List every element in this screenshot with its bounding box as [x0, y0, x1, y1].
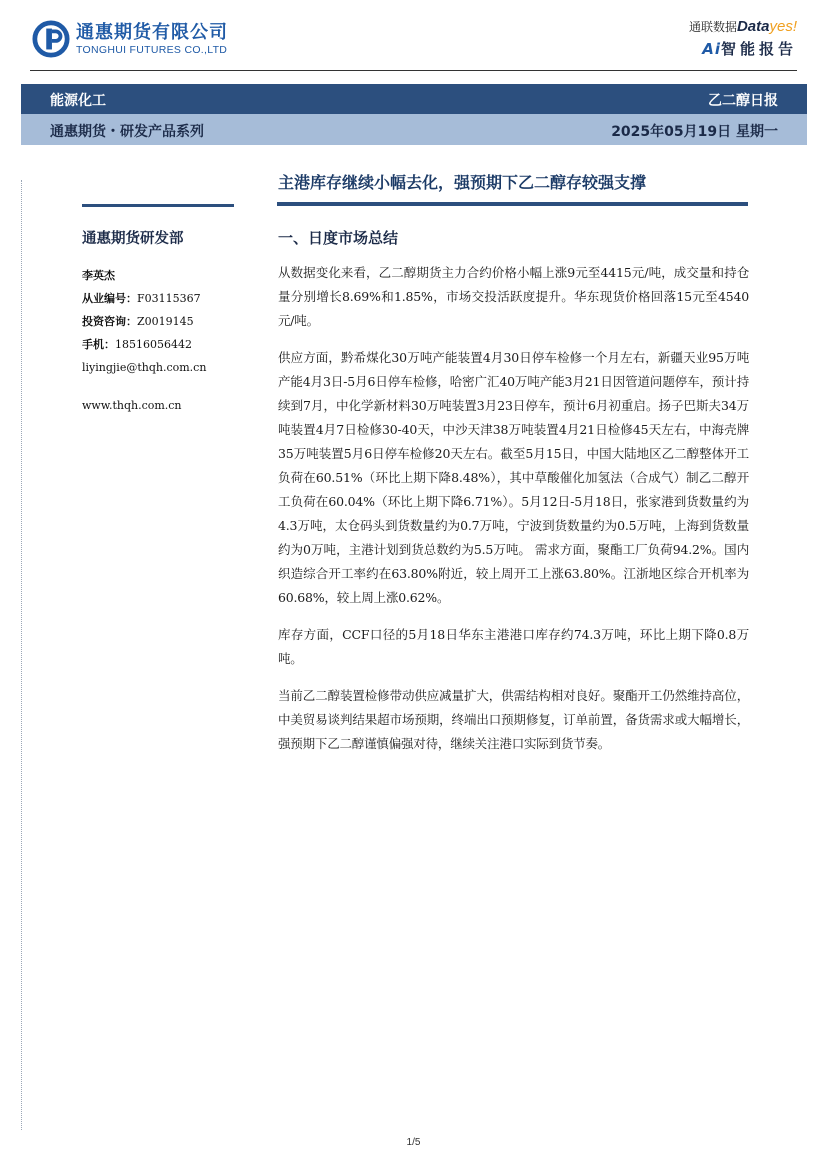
- series-label: 通惠期货・研发产品系列: [50, 124, 204, 140]
- author-info: [82, 264, 206, 417]
- author-email[interactable]: liyingjie@thqh.com.cn: [82, 361, 207, 374]
- company-name-en: TONGHUI FUTURES CO.,LTD: [76, 43, 228, 56]
- author-name: 李英杰: [82, 269, 115, 282]
- report-title: 主港库存继续小幅去化，强预期下乙二醇存较强支撑: [278, 173, 647, 192]
- company-name-cn: 通惠期货有限公司: [76, 21, 228, 43]
- brand-data: Data: [736, 18, 770, 35]
- category-band: [21, 84, 807, 114]
- paragraph-price-summary: 从数据变化来看，乙二醇期货主力合约价格小幅上涨9元至4415元/吨，成交量和持仓量分别增长8.69%和1.85%，市场交投活跃度提升。华东现货价格回落15元至4540元/吨。: [278, 265, 749, 328]
- license-label: 从业编号：: [82, 292, 137, 305]
- tonghui-logo-icon: [32, 20, 70, 58]
- paragraph-outlook: 当前乙二醇装置检修带动供应减量扩大，供需结构相对良好。聚酯开工仍然维持高位，中美贸易谈判结果超市场预期，终端出口预期修复，订单前置，备货需求或大幅增长，强预期下乙二醇谨慎偏强对待，继续关注港口实际到货节奏。: [278, 688, 749, 751]
- category-label: 能源化工: [50, 93, 106, 109]
- series-band: [21, 114, 807, 145]
- section-title: 一、日度市场总结: [278, 229, 399, 247]
- brand-prefix: 通联数据: [688, 20, 737, 34]
- report-date: 2025年05月19日 星期一: [611, 124, 778, 140]
- license-value: F03115367: [137, 292, 201, 305]
- page-number: 1/5: [406, 1137, 421, 1148]
- phone-label: 手机：: [82, 338, 115, 351]
- title-divider: [277, 202, 748, 206]
- phone-value: 18516056442: [115, 338, 192, 351]
- brand-ai: Ai: [702, 40, 721, 58]
- department-name: 通惠期货研发部: [82, 231, 184, 247]
- brand-yes: yes!: [769, 18, 797, 35]
- left-margin-dots: [21, 180, 22, 1130]
- paragraph-supply-demand: 供应方面，黔希煤化30万吨产能装置4月30日停车检修一个月左右，新疆天业95万吨产能4月3日-5月6日停车检修，哈密广汇40万吨产能3月21日因管道问题停车，预计持续到7月，中化学新材料30万吨装置3月23日停车，预计6月初重启。扬子巴斯夫34万吨装置4月7日检修30-40天，中沙天津38万吨装置4月21日检修45天左右，中海壳牌35万吨装置5月6日停车检修20天左右。截至5月15日，中国大陆地区乙二醇整体开工负荷在60.51%（环比上期下降8.48%），其中草酸催化加氢法（合成气）制乙二醇开工负荷在60.04%（环比上期下降6.71%）。5月12日-5月18日，张家港到货数量约为4.3万吨，太仓码头到货数量约为0.7万吨，宁波到货数量约为0.5万吨，上海到货数量约为0万吨，主港计划到货总数约为5.5万吨。 需求方面，聚酯工厂负荷94.2%。国内织造综合开工率约在63.80%附近，较上周开工上涨63.80%。江浙地区综合开机率为60.68%，较上周上涨0.62%。: [278, 350, 749, 605]
- sidebar-divider: [82, 204, 234, 207]
- header-divider: [30, 70, 797, 71]
- report-type-label: 乙二醇日报: [708, 93, 778, 109]
- company-logo: [32, 20, 228, 58]
- report-body: [278, 261, 749, 769]
- website-link[interactable]: www.thqh.com.cn: [82, 399, 182, 412]
- paragraph-inventory: 库存方面，CCF口径的5月18日华东主港港口库存约74.3万吨，环比上期下降0.8万吨。: [278, 627, 749, 666]
- consult-value: Z0019145: [137, 315, 194, 328]
- datayes-brand: [689, 18, 797, 60]
- consult-label: 投资咨询：: [82, 315, 137, 328]
- brand-report: 智能报告: [720, 40, 797, 58]
